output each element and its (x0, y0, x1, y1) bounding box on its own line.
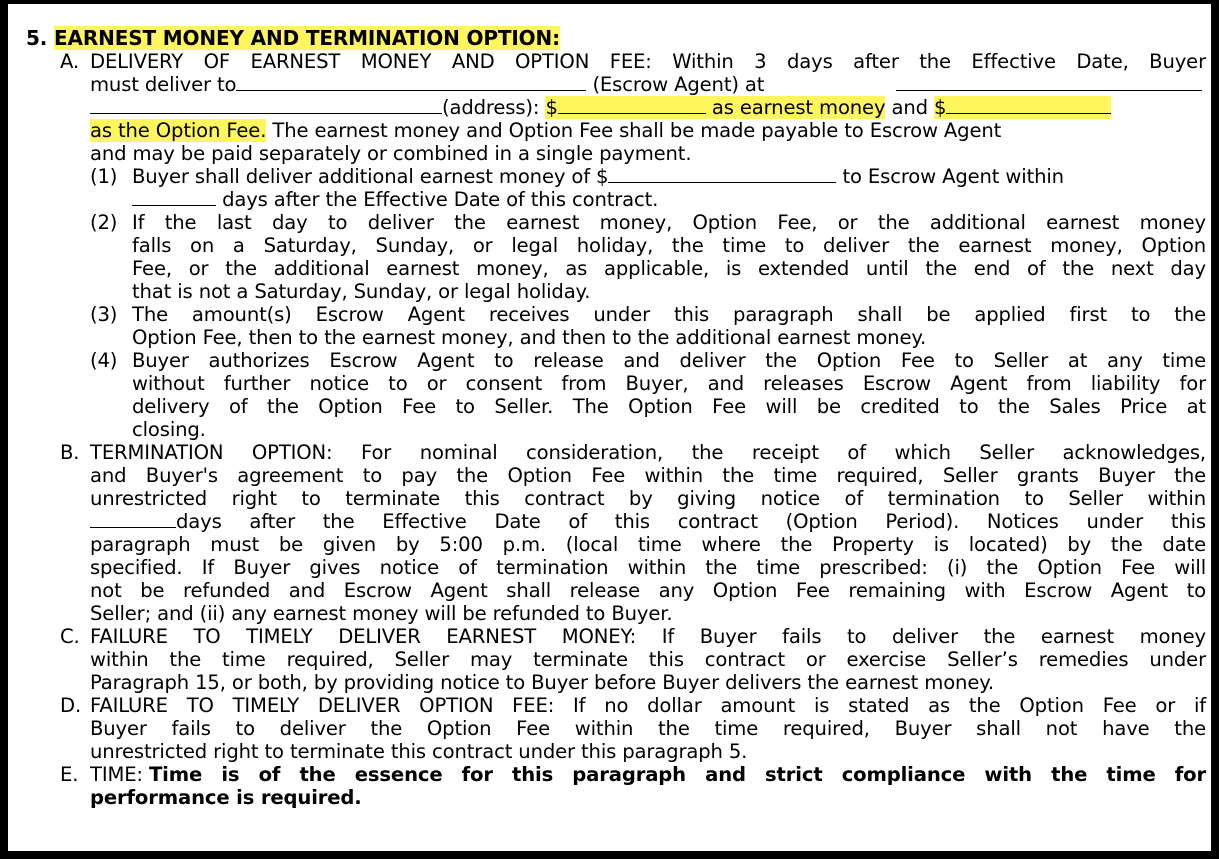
para-c-label: C. (60, 625, 80, 648)
para-b-line2: and Buyer's agreement to pay the Option Fee within the time required, Seller grants Buyer the (90, 464, 1206, 487)
section-title: EARNEST MONEY AND TERMINATION OPTION: (54, 26, 560, 50)
contract-section-5 (26, 27, 1206, 809)
item-4-line1 (26, 349, 1206, 372)
para-a-text: DELIVERY OF EARNEST MONEY AND OPTION FEE: Within 3 days after the Effective Date, Buyer (90, 50, 1206, 73)
para-c-line2: within the time required, Seller may terminate this contract or exercise Seller’s remedies under (90, 648, 1206, 671)
option-fee-dollar-highlight (934, 96, 1111, 119)
para-b-line8: Seller; and (ii) any earnest money will be refunded to Buyer. (90, 602, 673, 625)
item-2-number: (2) (90, 211, 118, 234)
escrow-agent-text: (Escrow Agent) at (586, 73, 765, 96)
para-b-line4 (26, 510, 1206, 533)
section-heading (26, 27, 1206, 50)
deliver-to-text: must deliver to (90, 73, 237, 96)
para-c-line3: Paragraph 15, or both, by providing notice to Buyer before Buyer delivers the earnest money. (90, 671, 994, 694)
para-a-label: A. (60, 50, 79, 73)
payable-text: The earnest money and Option Fee shall be made payable to Escrow Agent (266, 119, 1002, 142)
para-a-line4 (26, 119, 1206, 142)
para-a-line2 (26, 73, 1206, 96)
para-b-line7: not be refunded and Escrow Agent shall release any Option Fee remaining with Escrow Agent to (90, 579, 1206, 602)
para-d-line3: unrestricted right to terminate this contract under this paragraph 5. (90, 740, 748, 763)
item-2-line2: falls on a Saturday, Sunday, or legal holiday, the time to deliver the earnest money, Option (132, 234, 1206, 257)
para-a-line3 (26, 96, 1206, 119)
item-4-line2: without further notice to or consent from Buyer, and releases Escrow Agent from liability for (132, 372, 1206, 395)
item-1-line2 (26, 188, 1206, 211)
additional-days-blank[interactable] (132, 188, 216, 206)
escrow-address-blank[interactable] (896, 73, 1202, 91)
earnest-money-highlight (545, 96, 885, 119)
para-e-prefix: TIME: (90, 763, 149, 786)
item-1-line1 (26, 165, 1206, 188)
address-text: (address): (442, 96, 546, 119)
option-fee-blank[interactable] (946, 96, 1111, 114)
document-page (8, 4, 1211, 851)
section-number: 5. (26, 26, 48, 50)
para-e-line1 (26, 763, 1206, 786)
para-d-line2: Buyer fails to deliver the Option Fee within the time required, Buyer shall not have the (90, 717, 1206, 740)
item-4-number: (4) (90, 349, 118, 372)
para-b-label: B. (60, 441, 80, 464)
item-1-days-text: days after the Effective Date of this contract. (216, 188, 659, 211)
earnest-money-label: as earnest money (705, 96, 886, 119)
para-c-text: FAILURE TO TIMELY DELIVER EARNEST MONEY: If Buyer fails to deliver the earnest money (90, 625, 1206, 648)
item-1-text: Buyer shall deliver additional earnest money of $ (132, 165, 609, 188)
item-3-number: (3) (90, 303, 118, 326)
option-fee-label: as the Option Fee. (90, 119, 267, 142)
para-b-line5: paragraph must be given by 5:00 p.m. (local time where the Property is located) by the date (90, 533, 1206, 556)
item-4-line3: delivery of the Option Fee to Seller. The Option Fee will be credited to the Sales Price at (132, 395, 1206, 418)
para-b-line1 (26, 441, 1206, 464)
para-e-line2: performance is required. (90, 786, 362, 809)
item-2-line4: that is not a Saturday, Sunday, or legal holiday. (132, 280, 591, 303)
para-b-line3: unrestricted right to terminate this contract by giving notice of termination to Seller within (90, 487, 1206, 510)
item-4-line4: closing. (132, 418, 206, 441)
item-1-number: (1) (90, 165, 118, 188)
item-3-line1 (26, 303, 1206, 326)
earnest-money-blank[interactable] (558, 96, 706, 114)
and-text: and (885, 96, 934, 119)
item-1-text-cont: to Escrow Agent within (836, 165, 1064, 188)
item-4-text: Buyer authorizes Escrow Agent to release and deliver the Option Fee to Seller at any time (132, 349, 1206, 372)
para-b-text: TERMINATION OPTION: For nominal consideration, the receipt of which Seller acknowledges, (90, 441, 1206, 464)
item-3-line2: Option Fee, then to the earnest money, and then to the additional earnest money. (132, 326, 927, 349)
para-c-line1 (26, 625, 1206, 648)
para-e-bold-text: Time is of the essence for this paragraph and strict compliance with the time for (148, 763, 1206, 786)
item-2-line3: Fee, or the additional earnest money, as applicable, is extended until the end of the next day (132, 257, 1206, 280)
option-dollar-sign: $ (934, 96, 947, 119)
address-blank[interactable] (90, 96, 442, 114)
additional-earnest-blank[interactable] (608, 165, 836, 183)
para-a-line5: and may be paid separately or combined in a single payment. (90, 142, 692, 165)
para-d-label: D. (60, 694, 82, 717)
item-2-text: If the last day to deliver the earnest money, Option Fee, or the additional earnest money (132, 211, 1206, 234)
option-period-text: days after the Effective Date of this contract (Option Period). Notices under this (176, 510, 1206, 533)
option-days-blank[interactable] (90, 510, 176, 528)
para-e-label: E. (60, 763, 79, 786)
escrow-agent-blank[interactable] (236, 73, 586, 91)
para-a-line1 (26, 50, 1206, 73)
para-d-line1 (26, 694, 1206, 717)
item-3-text: The amount(s) Escrow Agent receives under this paragraph shall be applied first to the (132, 303, 1206, 326)
para-d-text: FAILURE TO TIMELY DELIVER OPTION FEE: If no dollar amount is stated as the Option Fee or if (90, 694, 1206, 717)
earnest-dollar-sign: $ (545, 96, 558, 119)
para-b-line6: specified. If Buyer gives notice of termination within the time prescribed: (i) the Option Fee will (90, 556, 1206, 579)
item-2-line1 (26, 211, 1206, 234)
